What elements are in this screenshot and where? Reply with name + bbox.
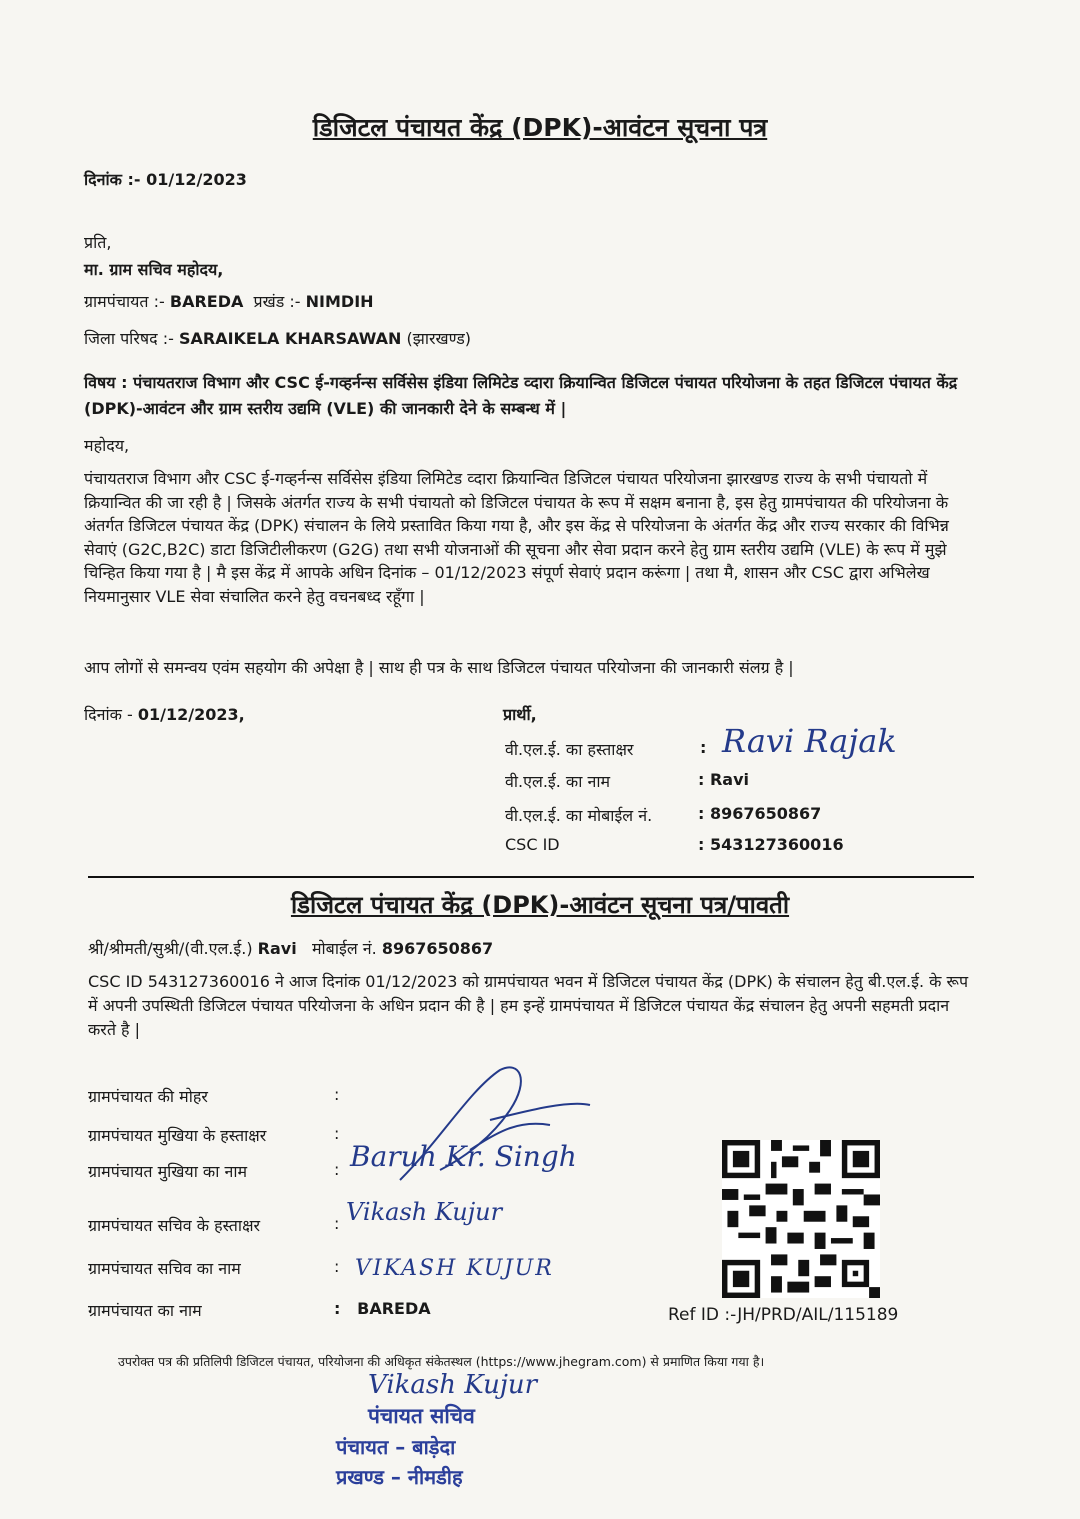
vle-name-label: वी.एल.ई. का नाम (505, 772, 611, 791)
receipt-paragraph: CSC ID 543127360016 ने आज दिनांक 01/12/2023 को ग्रामपंचायत भवन में डिजिटल पंचायत केंद्र (DPK) के संचालन हेतु बी.एल.ई. के रूप में अपनी उपस्थिती डिजिटल पंचायत परियोजना के अधिन प्रदान की है | हम इन्हें ग्रामपंचायत में डिजिटल पंचायत केंद्र संचालन हेतु अपनी सहमती प्रदान करते है | (88, 972, 969, 1039)
stamp-line-2: पंचायत – बाड़ेदा (336, 1435, 456, 1459)
vle-signature: Ravi Rajak (722, 722, 897, 760)
section-divider (88, 876, 974, 878)
date-line: दिनांक :- 01/12/2023 (84, 170, 247, 189)
to-label: प्रति, (84, 233, 112, 252)
sachiv-sign-label: ग्रामपंचायत सचिव के हस्ताक्षर (88, 1216, 261, 1235)
district-line: जिला परिषद :- SARAIKELA KHARSAWAN (झारखण्ड) (84, 329, 472, 348)
receipt-title: डिजिटल पंचायत केंद्र (DPK)-आवंटन सूचना पत्र/पावती (290, 891, 790, 919)
sachiv-name-label: ग्रामपंचायत सचिव का नाम (88, 1259, 241, 1278)
applicant-label: प्रार्थी, (503, 705, 537, 724)
vle-mobile: : 8967650867 (698, 804, 822, 823)
mukhiya-sign-label: ग्रामपंचायत मुखिया के हस्ताक्षर (88, 1126, 267, 1145)
colon: : (334, 1085, 340, 1104)
vle-name: : Ravi (698, 770, 750, 789)
receipt-line1: श्री/श्रीमती/सुश्री/(वी.एल.ई.) Ravi मोबाईल नं. 8967650867 (88, 939, 494, 958)
date2-line: दिनांक - 01/12/2023, (84, 705, 245, 724)
qr-code-icon (722, 1140, 880, 1298)
gp-seal-label: ग्रामपंचायत की मोहर (88, 1087, 208, 1106)
csc-id: : 543127360016 (698, 835, 844, 854)
csc-id-label: CSC ID (505, 835, 560, 854)
stamp-line-3: प्रखण्ड – नीमडीह (336, 1465, 463, 1489)
mukhiya-name-handwritten: Baruh Kr. Singh (350, 1140, 577, 1173)
body-paragraph-2: आप लोगों से समन्वय एवंम सहयोग की अपेक्षा है | साथ ही पत्र के साथ डिजिटल पंचायत परियोजना की जानकारी संलग्र है | (84, 658, 794, 677)
colon: : (334, 1257, 340, 1276)
sachiv-name-handwritten: VIKASH KUJUR (355, 1256, 554, 1281)
colon: : (334, 1214, 340, 1233)
stamp-line-1: पंचायत सचिव (368, 1404, 475, 1428)
stamp-signature: Vikash Kujur (368, 1370, 538, 1400)
colon: : (334, 1160, 340, 1179)
mukhiya-name-label: ग्रामपंचायत मुखिया का नाम (88, 1162, 248, 1181)
mukhiya-scribble-signature (380, 1050, 600, 1190)
footer-note: उपरोक्त पत्र की प्रतिलिपी डिजिटल पंचायत, परियोजना की अधिकृत संकेतस्थल (https://www.jhegram.com) से प्रमाणित किया गया है। (118, 1354, 765, 1369)
subject: विषय : पंचायतराज विभाग और CSC ई-गव्हर्नन्स सर्विसेस इंडिया लिमिटेड व्दारा क्रियान्वित डिजिटल पंचायत परियोजना के तहत डिजिटल पंचायत केंद्र (DPK)-आवंटन और ग्राम स्तरीय उद्यमि (VLE) की जानकारी देने के सम्बन्ध में | (84, 373, 958, 418)
vle-sign-label: वी.एल.ई. का हस्ताक्षर (505, 740, 634, 759)
gp-name: : BAREDA (334, 1299, 431, 1318)
addressee: मा. ग्राम सचिव महोदय, (84, 260, 224, 279)
letter-title: डिजिटल पंचायत केंद्र (DPK)-आवंटन सूचना पत्र (312, 113, 768, 142)
colon: : (334, 1124, 340, 1143)
sachiv-signature: Vikash Kujur (346, 1198, 503, 1226)
ref-id: Ref ID :-JH/PRD/AIL/115189 (668, 1305, 899, 1325)
gp-block-line: ग्रामपंचायत :- BAREDA प्रखंड :- NIMDIH (84, 292, 374, 311)
vle-mobile-label: वी.एल.ई. का मोबाईल नं. (505, 806, 653, 825)
salutation: महोदय, (84, 436, 130, 455)
colon: : (700, 738, 707, 757)
body-paragraph: पंचायतराज विभाग और CSC ई-गव्हर्नन्स सर्विसेस इंडिया लिमिटेड व्दारा क्रियान्वित डिजिटल पंचायत परियोजना झारखण्ड राज्य के सभी पंचायतो में क्रियान्वित की जा रही है | जिसके अंतर्गत राज्य के सभी पंचायतो को डिजिटल पंचायत के रूप में सक्षम बनाना है, इस हेतु ग्रामपंचायत की परियोजना के अंतर्गत डिजिटल पंचायत केंद्र (DPK) संचालन के लिये प्रस्तावित किया गया है, और इस केंद्र से परियोजना के अंतर्गत केंद्र और राज्य सरकार की विभिन्न सेवाएं (G2C,B2C) डाटा डिजिटीलीकरण (G2G) तथा सभी योजनाओं की सूचना और सेवा प्रदान करने हेतु ग्राम स्तरीय उद्यमि (VLE) के रूप में मुझे चिन्हित किया गया है | मै इस केंद्र में आपके अधिन दिनांक – 01/12/2023 संपूर्ण सेवाएं प्रदान करूंगा | तथा मै, शासन और CSC द्वारा अभिलेख नियमानुसार VLE सेवा संचालित करने हेतु वचनबध्द रहूँगा | (84, 469, 949, 606)
gp-name-label: ग्रामपंचायत का नाम (88, 1301, 202, 1320)
